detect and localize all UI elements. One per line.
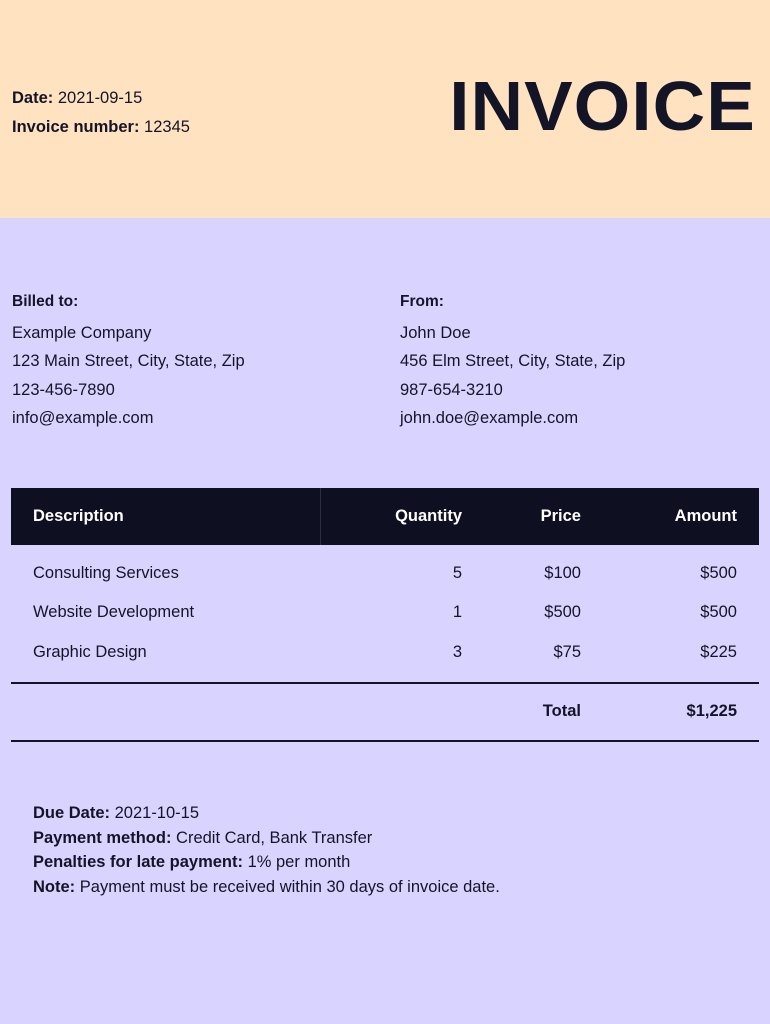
- total-label: Total: [542, 702, 581, 720]
- header-quantity: Quantity: [395, 507, 462, 525]
- note: [33, 875, 500, 900]
- billed-to-phone: 123-456-7890: [12, 380, 115, 399]
- header-divider: [320, 488, 321, 545]
- row-quantity: 3: [452, 643, 462, 661]
- row-amount: $500: [700, 564, 737, 582]
- table-row: [11, 603, 759, 631]
- row-description: Graphic Design: [33, 643, 147, 661]
- from-address: 456 Elm Street, City, State, Zip: [400, 352, 626, 370]
- table-divider: [11, 682, 759, 684]
- row-price: $500: [544, 603, 581, 621]
- penalties-label: Penalties for late payment:: [33, 853, 243, 871]
- payment-method-label: Payment method:: [33, 828, 172, 847]
- payment-notes: [33, 801, 500, 899]
- invoice-title: INVOICE: [449, 67, 756, 145]
- due-date: [33, 801, 500, 826]
- row-amount: $500: [700, 603, 737, 621]
- due-date-label: Due Date:: [33, 804, 111, 822]
- penalties-value: 1% per month: [247, 853, 351, 871]
- payment-method: [33, 826, 500, 851]
- from-email: john.doe@example.com: [400, 409, 579, 427]
- invoice-number-value: 12345: [144, 118, 190, 136]
- from-name: John Doe: [400, 323, 471, 342]
- from-phone: 987-654-3210: [400, 380, 503, 399]
- invoice-number: [12, 113, 190, 142]
- due-date-value: 2021-10-15: [114, 804, 200, 822]
- date-value: 2021-09-15: [57, 89, 143, 107]
- row-price: $75: [553, 643, 581, 661]
- row-description: Consulting Services: [33, 564, 179, 582]
- invoice-date: [12, 84, 190, 113]
- table-row: [11, 564, 759, 592]
- total-value: $1,225: [686, 702, 737, 720]
- from-block: [400, 288, 625, 433]
- header-description: Description: [33, 507, 124, 525]
- billed-to-address: 123 Main Street, City, State, Zip: [12, 352, 245, 370]
- row-quantity: 1: [452, 603, 462, 621]
- payment-method-value: Credit Card, Bank Transfer: [176, 828, 373, 847]
- billed-to-email: info@example.com: [12, 409, 154, 427]
- note-value: Payment must be received within 30 days of invoice date.: [79, 877, 500, 896]
- row-description: Website Development: [33, 603, 195, 621]
- invoice-header: [0, 0, 770, 218]
- billed-to-block: [12, 288, 245, 433]
- date-label: Date:: [12, 89, 54, 107]
- header-amount: Amount: [674, 507, 737, 525]
- note-label: Note:: [33, 877, 76, 896]
- late-penalties: [33, 850, 500, 875]
- row-quantity: 5: [452, 564, 462, 582]
- table-row: [11, 643, 759, 671]
- table-header: [11, 488, 759, 545]
- row-price: $100: [544, 564, 581, 582]
- table-bottom-rule: [11, 740, 759, 742]
- row-amount: $225: [700, 643, 737, 661]
- billed-to-name: Example Company: [12, 323, 152, 342]
- billed-to-label: Billed to:: [12, 293, 79, 310]
- invoice-number-label: Invoice number:: [12, 118, 140, 136]
- header-price: Price: [540, 507, 581, 525]
- from-label: From:: [400, 293, 444, 310]
- invoice-meta: [12, 84, 190, 142]
